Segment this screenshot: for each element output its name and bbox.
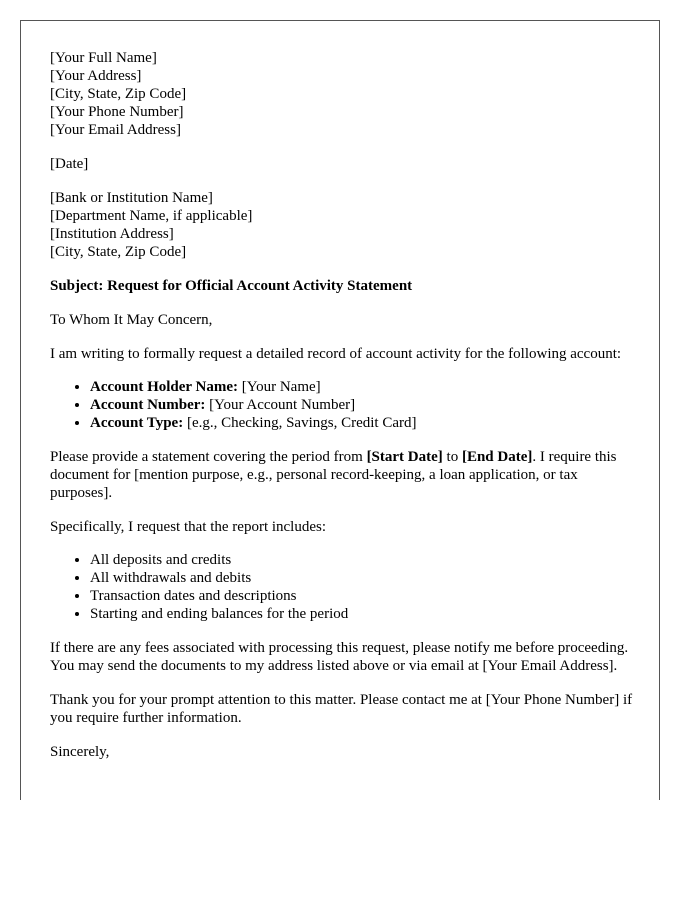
- intro-paragraph: I am writing to formally request a detailed record of account activity for the following account:: [50, 346, 622, 362]
- thanks-paragraph: Thank you for your prompt attention to this matter. Please contact me at [Your Phone Number] if you require further information.: [50, 692, 633, 726]
- list-item: • All withdrawals and debits: [90, 569, 640, 587]
- date-block: [50, 155, 640, 173]
- sender-phone: [Your Phone Number]: [50, 104, 184, 120]
- account-number-label: Account Number:: [90, 397, 206, 413]
- account-details-list: [50, 378, 640, 432]
- sender-city-state-zip: [City, State, Zip Code]: [50, 86, 187, 102]
- account-holder-value: [Your Name]: [238, 379, 321, 395]
- fees-paragraph: If there are any fees associated with processing this request, please notify me before proceeding. You may send the documents to my address listed above or via email at [Your Email Address].: [50, 640, 629, 674]
- letter-body: [50, 49, 640, 777]
- list-item: [90, 396, 640, 414]
- closing: Sincerely,: [50, 744, 110, 760]
- recipient-block: [50, 189, 640, 261]
- period-end-date: [End Date]: [461, 449, 533, 465]
- request-items-list: [50, 551, 640, 623]
- subject-line: Subject: Request for Official Account Activity Statement: [50, 278, 413, 294]
- account-type-label: Account Type:: [90, 415, 184, 431]
- account-type-value: [e.g., Checking, Savings, Credit Card]: [183, 415, 417, 431]
- list-item: • Starting and ending balances for the period: [90, 605, 640, 623]
- letter-page: [20, 20, 660, 800]
- list-item: • Transaction dates and descriptions: [90, 587, 640, 605]
- period-start-date: [Start Date]: [366, 449, 443, 465]
- period-suffix: . I require this document for [mention purpose, e.g., personal record-keeping, a loan application, or tax purposes].: [50, 449, 617, 501]
- recipient-institution: [Bank or Institution Name]: [50, 190, 213, 206]
- sender-name: [Your Full Name]: [50, 50, 157, 66]
- request-intro: Specifically, I request that the report includes:: [50, 519, 327, 535]
- list-item: [90, 378, 640, 396]
- salutation: To Whom It May Concern,: [50, 312, 213, 328]
- letter-date: [Date]: [50, 156, 89, 172]
- sender-block: [50, 49, 640, 139]
- period-paragraph: [50, 448, 640, 502]
- account-holder-label: Account Holder Name:: [90, 379, 239, 395]
- list-item: [90, 414, 640, 432]
- sender-address: [Your Address]: [50, 68, 142, 84]
- period-prefix: Please provide a statement covering the period from: [50, 449, 367, 465]
- recipient-city-state-zip: [City, State, Zip Code]: [50, 244, 187, 260]
- recipient-department: [Department Name, if applicable]: [50, 208, 253, 224]
- account-number-value: [Your Account Number]: [205, 397, 356, 413]
- sender-email: [Your Email Address]: [50, 122, 181, 138]
- recipient-address: [Institution Address]: [50, 226, 174, 242]
- period-middle: to: [442, 449, 462, 465]
- list-item: • All deposits and credits: [90, 551, 640, 569]
